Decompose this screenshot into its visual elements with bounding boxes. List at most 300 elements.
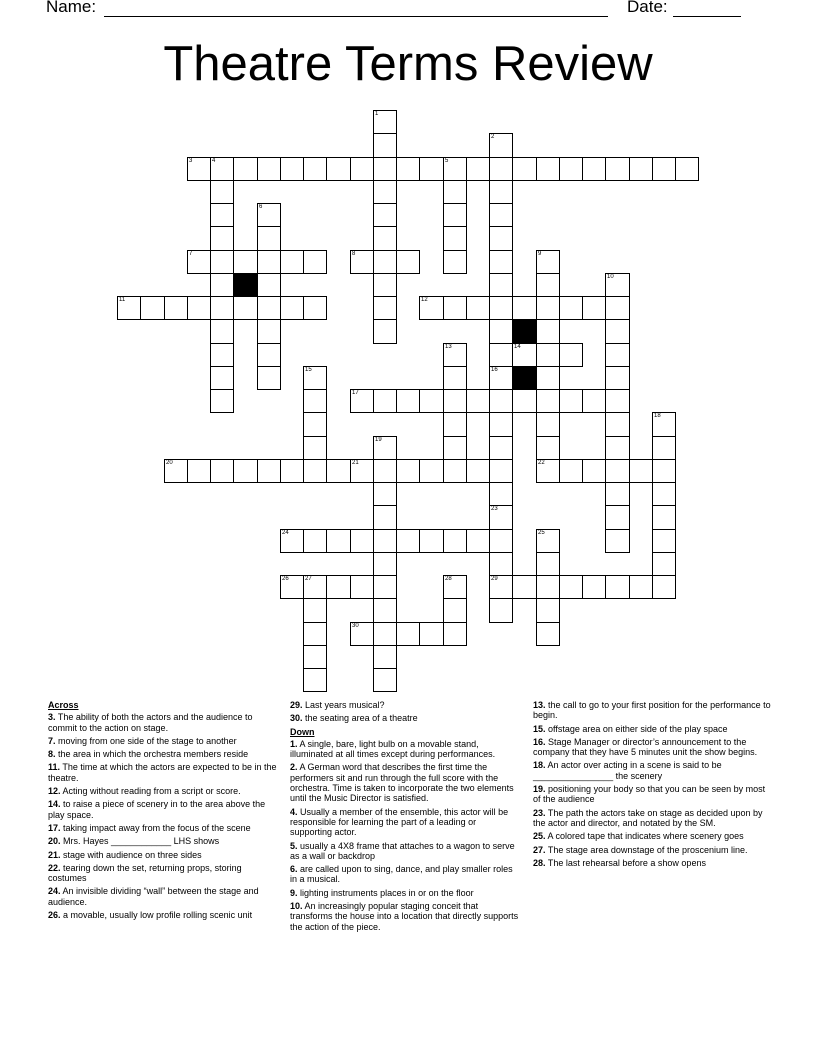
clue-item-text: positioning your body so that you can be seen by most of the audience (533, 784, 766, 805)
grid-cell[interactable] (396, 459, 420, 483)
grid-cell[interactable] (489, 343, 513, 367)
clue-item-number: 28. (533, 857, 546, 868)
grid-cell[interactable] (536, 250, 560, 274)
clue-item-number: 7. (48, 735, 56, 746)
grid-cell[interactable] (257, 296, 281, 320)
grid-cell[interactable] (536, 459, 560, 483)
grid-cell[interactable] (443, 250, 467, 274)
grid-cell[interactable] (373, 250, 397, 274)
grid-cell[interactable] (489, 366, 513, 390)
grid-cell[interactable] (396, 157, 420, 181)
clue-item-number: 27. (533, 844, 546, 855)
grid-cell[interactable] (257, 157, 281, 181)
clue-number: 21 (352, 460, 359, 466)
grid-cell[interactable] (605, 505, 630, 530)
date-label: Date: (627, 0, 668, 16)
grid-cell[interactable] (257, 343, 281, 367)
grid-cell[interactable] (559, 343, 583, 367)
clue-number: 5 (445, 158, 449, 164)
grid-cell[interactable] (443, 157, 467, 181)
grid-cell[interactable] (605, 482, 630, 506)
grid-cell[interactable] (489, 226, 513, 251)
grid-cell[interactable] (396, 389, 420, 413)
clue-item-number: 6. (290, 864, 298, 875)
grid-cell[interactable] (233, 296, 258, 320)
grid-cell[interactable] (233, 250, 258, 274)
clue-item (533, 737, 771, 758)
clue-item (290, 888, 520, 898)
clue-item (48, 863, 278, 884)
clue-number: 16 (491, 367, 498, 373)
grid-cell[interactable] (605, 157, 630, 181)
grid-cell[interactable] (350, 529, 374, 553)
grid-cell[interactable] (373, 133, 397, 158)
grid-cell[interactable] (373, 296, 397, 320)
grid-cell[interactable] (187, 459, 211, 483)
grid-cell[interactable] (373, 459, 397, 483)
clue-item-text: the seating area of a theatre (305, 713, 418, 724)
grid-cell[interactable] (443, 575, 467, 599)
grid-cell[interactable] (303, 645, 327, 669)
grid-cell[interactable] (164, 459, 188, 483)
clue-number: 25 (538, 530, 545, 536)
grid-cell[interactable] (350, 575, 374, 599)
grid-cell[interactable] (489, 575, 513, 599)
grid-cell[interactable] (582, 459, 606, 483)
grid-cell[interactable] (350, 157, 374, 181)
clue-item-text: are called upon to sing, dance, and play smaller roles in a musical. (290, 864, 513, 885)
grid-cell[interactable] (443, 180, 467, 204)
clue-item-text: moving from one side of the stage to another (58, 735, 237, 746)
grid-cell[interactable] (373, 436, 397, 460)
clue-item (290, 700, 520, 710)
clue-item-number: 1. (290, 738, 298, 749)
grid-cell[interactable] (233, 157, 258, 181)
grid-cell[interactable] (187, 296, 211, 320)
clue-item (48, 712, 278, 733)
grid-cell[interactable] (629, 575, 653, 599)
grid-cell[interactable] (489, 482, 513, 506)
clue-item-number: 24. (48, 886, 61, 897)
grid-cell[interactable] (605, 273, 630, 297)
grid-cell[interactable] (233, 459, 258, 483)
grid-cell[interactable] (419, 157, 444, 181)
clues-column-2 (290, 700, 520, 935)
grid-cell[interactable] (512, 343, 537, 367)
clue-number: 6 (259, 204, 263, 210)
grid-cell[interactable] (257, 366, 281, 390)
clue-item-number: 9. (290, 887, 298, 898)
grid-cell[interactable] (373, 668, 397, 692)
grid-cell[interactable] (350, 459, 374, 483)
clue-item (533, 831, 771, 841)
grid-block (233, 273, 258, 297)
clue-item-number: 13. (533, 700, 546, 710)
grid-cell[interactable] (652, 505, 676, 530)
grid-cell[interactable] (536, 436, 560, 460)
clue-item-text: The last rehearsal before a show opens (547, 857, 706, 868)
clue-item-text: offstage area on either side of the play space (548, 723, 728, 734)
clue-item-text: The path the actors take on stage as decided upon by the actor and director, and notated by the SM. (533, 807, 763, 828)
grid-cell[interactable] (210, 296, 234, 320)
grid-cell[interactable] (443, 226, 467, 251)
grid-cell[interactable] (210, 203, 234, 227)
clue-item-text: The time at which the actors are expected to be in the theatre. (48, 762, 277, 783)
grid-cell[interactable] (210, 459, 234, 483)
grid-cell[interactable] (605, 575, 630, 599)
grid-cell[interactable] (373, 110, 397, 134)
grid-cell[interactable] (280, 459, 304, 483)
grid-cell[interactable] (466, 389, 490, 413)
grid-cell[interactable] (140, 296, 165, 320)
clue-item (533, 845, 771, 855)
grid-cell[interactable] (396, 250, 420, 274)
grid-cell[interactable] (536, 157, 560, 181)
clue-number: 19 (375, 437, 382, 443)
clue-item-number: 10. (290, 901, 303, 912)
grid-cell[interactable] (187, 250, 211, 274)
clue-number: 23 (491, 506, 498, 512)
grid-cell[interactable] (303, 250, 327, 274)
grid-cell[interactable] (512, 157, 537, 181)
grid-cell[interactable] (443, 203, 467, 227)
grid-cell[interactable] (605, 529, 630, 553)
grid-cell[interactable] (652, 575, 676, 599)
clue-number: 10 (607, 274, 614, 280)
clue-item (48, 736, 278, 746)
grid-cell[interactable] (605, 319, 630, 344)
grid-cell[interactable] (559, 296, 583, 320)
grid-cell[interactable] (489, 203, 513, 227)
grid-cell[interactable] (419, 529, 444, 553)
clue-number: 4 (212, 158, 216, 164)
grid-cell[interactable] (326, 459, 351, 483)
clue-item-text: the area in which the orchestra members reside (58, 749, 249, 760)
grid-cell[interactable] (373, 319, 397, 344)
grid-cell[interactable] (466, 296, 490, 320)
grid-cell[interactable] (489, 273, 513, 297)
grid-cell[interactable] (419, 622, 444, 646)
grid-cell[interactable] (303, 157, 327, 181)
grid-cell[interactable] (373, 575, 397, 599)
grid-cell[interactable] (350, 389, 374, 413)
clue-item-text: Stage Manager or director’s announcement to the company that they have 5 minutes unit the show begins. (533, 736, 758, 758)
clue-number: 18 (654, 413, 661, 419)
grid-cell[interactable] (210, 319, 234, 344)
clue-item-text: An actor over acting in a scene is said to be ________________ the scenery (533, 760, 722, 781)
clue-item-number: 20. (48, 836, 61, 847)
grid-cell[interactable] (536, 529, 560, 553)
grid-cell[interactable] (652, 529, 676, 553)
grid-cell[interactable] (536, 319, 560, 344)
grid-cell[interactable] (396, 529, 420, 553)
grid-cell[interactable] (443, 598, 467, 623)
grid-cell[interactable] (652, 482, 676, 506)
grid-cell[interactable] (512, 575, 537, 599)
grid-cell[interactable] (373, 598, 397, 623)
across-heading: Across (48, 700, 79, 710)
clue-number: 17 (352, 390, 359, 396)
clue-number: 22 (538, 460, 545, 466)
grid-cell[interactable] (443, 366, 467, 390)
grid-cell[interactable] (419, 296, 444, 320)
clue-item-text: Mrs. Hayes ____________ LHS shows (63, 836, 220, 847)
grid-cell[interactable] (489, 459, 513, 483)
clue-item-number: 18. (533, 760, 546, 771)
grid-cell[interactable] (652, 157, 676, 181)
grid-cell[interactable] (466, 529, 490, 553)
grid-cell[interactable] (257, 203, 281, 227)
clue-item-number: 11. (48, 762, 61, 773)
clue-number: 1 (375, 111, 379, 117)
clue-item-text: lighting instruments places in or on the floor (300, 887, 474, 898)
clue-number: 20 (166, 460, 173, 466)
grid-cell[interactable] (629, 459, 653, 483)
grid-cell[interactable] (652, 436, 676, 460)
clue-item-number: 3. (48, 712, 56, 723)
clue-item (533, 724, 771, 734)
grid-cell[interactable] (605, 412, 630, 437)
grid-cell[interactable] (443, 529, 467, 553)
grid-cell[interactable] (605, 366, 630, 390)
grid-cell[interactable] (536, 343, 560, 367)
clue-item (48, 762, 278, 783)
grid-cell[interactable] (257, 273, 281, 297)
grid-cell[interactable] (489, 552, 513, 576)
grid-cell[interactable] (373, 389, 397, 413)
clue-number: 27 (305, 576, 312, 582)
clue-item-number: 19. (533, 784, 546, 795)
clue-item-number: 17. (48, 822, 61, 833)
grid-cell[interactable] (675, 157, 699, 181)
grid-cell[interactable] (489, 505, 513, 530)
grid-cell[interactable] (210, 250, 234, 274)
grid-cell[interactable] (373, 505, 397, 530)
grid-cell[interactable] (489, 389, 513, 413)
grid-cell[interactable] (210, 389, 234, 413)
grid-cell[interactable] (559, 157, 583, 181)
grid-cell[interactable] (536, 389, 560, 413)
grid-cell[interactable] (257, 226, 281, 251)
grid-cell[interactable] (373, 482, 397, 506)
grid-cell[interactable] (257, 459, 281, 483)
clue-number: 3 (189, 158, 193, 164)
clue-item-number: 23. (533, 807, 546, 818)
grid-cell[interactable] (443, 436, 467, 460)
grid-cell[interactable] (489, 250, 513, 274)
grid-cell[interactable] (629, 157, 653, 181)
grid-cell[interactable] (373, 529, 397, 553)
grid-cell[interactable] (303, 389, 327, 413)
grid-cell[interactable] (373, 622, 397, 646)
clue-item-text: A single, bare, light bulb on a movable stand, illuminated at all times except during performances. (290, 738, 496, 760)
clue-item-text: Last years musical? (305, 700, 385, 710)
clue-item-number: 16. (533, 736, 546, 747)
grid-cell[interactable] (326, 529, 351, 553)
grid-cell[interactable] (582, 157, 606, 181)
grid-cell[interactable] (373, 645, 397, 669)
clue-item (48, 850, 278, 860)
grid-cell[interactable] (489, 296, 513, 320)
grid-cell[interactable] (489, 319, 513, 344)
clue-item (48, 836, 278, 846)
grid-cell[interactable] (210, 180, 234, 204)
clue-item-text: a movable, usually low profile rolling scenic unit (63, 910, 253, 921)
grid-cell[interactable] (605, 389, 630, 413)
clue-item (533, 700, 771, 721)
grid-cell[interactable] (303, 529, 327, 553)
grid-cell[interactable] (210, 157, 234, 181)
clue-item-text: to raise a piece of scenery in to the area above the play space. (48, 799, 266, 820)
clue-item-number: 4. (290, 806, 298, 817)
grid-cell[interactable] (652, 459, 676, 483)
clue-item-number: 8. (48, 749, 56, 760)
clue-item (48, 799, 278, 820)
grid-cell[interactable] (582, 296, 606, 320)
grid-cell[interactable] (373, 203, 397, 227)
grid-cell[interactable] (373, 180, 397, 204)
grid-cell[interactable] (605, 343, 630, 367)
clue-item (290, 739, 520, 760)
clue-number: 9 (538, 251, 542, 257)
grid-cell[interactable] (396, 622, 420, 646)
grid-cell[interactable] (303, 296, 327, 320)
grid-cell[interactable] (419, 389, 444, 413)
grid-cell[interactable] (303, 436, 327, 460)
clue-item (48, 886, 278, 907)
grid-cell[interactable] (489, 598, 513, 623)
grid-cell[interactable] (443, 343, 467, 367)
clue-item-number: 22. (48, 862, 61, 873)
grid-cell[interactable] (164, 296, 188, 320)
grid-cell[interactable] (536, 296, 560, 320)
clue-item-text: The ability of both the actors and the audience to commit to the action on stage. (48, 712, 253, 733)
clue-item-text: Usually a member of the ensemble, this actor will be responsible for learning the part of a leading or supporting actor. (290, 806, 509, 838)
grid-cell[interactable] (303, 459, 327, 483)
grid-cell[interactable] (443, 459, 467, 483)
grid-cell[interactable] (559, 575, 583, 599)
clue-item-number: 21. (48, 849, 61, 860)
grid-cell[interactable] (210, 273, 234, 297)
grid-cell[interactable] (373, 157, 397, 181)
grid-cell[interactable] (117, 296, 141, 320)
grid-cell[interactable] (187, 157, 211, 181)
grid-cell[interactable] (489, 157, 513, 181)
grid-cell[interactable] (303, 412, 327, 437)
grid-cell[interactable] (605, 296, 630, 320)
clue-item-text: Acting without reading from a script or score. (62, 786, 241, 797)
grid-cell[interactable] (280, 296, 304, 320)
grid-cell[interactable] (419, 459, 444, 483)
grid-cell[interactable] (536, 598, 560, 623)
grid-cell[interactable] (326, 575, 351, 599)
clue-item (290, 901, 520, 932)
clue-item (48, 910, 278, 920)
clue-item-number: 5. (290, 840, 298, 851)
grid-cell[interactable] (280, 575, 304, 599)
grid-cell[interactable] (350, 250, 374, 274)
grid-cell[interactable] (512, 389, 537, 413)
clue-item (48, 749, 278, 759)
grid-cell[interactable] (303, 622, 327, 646)
clue-item-number: 14. (48, 799, 61, 810)
name-label: Name: (46, 0, 97, 16)
grid-cell[interactable] (559, 459, 583, 483)
clue-number: 7 (189, 251, 193, 257)
grid-cell[interactable] (443, 412, 467, 437)
grid-cell[interactable] (210, 343, 234, 367)
grid-cell[interactable] (536, 575, 560, 599)
clue-item (290, 864, 520, 885)
grid-cell[interactable] (559, 389, 583, 413)
clue-item-text: An increasingly popular staging conceit that transforms the house into a location that directly supports the action of the piece. (290, 901, 519, 932)
grid-cell[interactable] (443, 389, 467, 413)
clue-number: 28 (445, 576, 452, 582)
grid-cell[interactable] (373, 552, 397, 576)
grid-cell[interactable] (443, 296, 467, 320)
grid-cell[interactable] (512, 296, 537, 320)
grid-cell[interactable] (466, 459, 490, 483)
grid-cell[interactable] (373, 273, 397, 297)
grid-cell[interactable] (536, 412, 560, 437)
grid-cell[interactable] (652, 552, 676, 576)
grid-cell[interactable] (489, 133, 513, 158)
clue-number: 13 (445, 344, 452, 350)
grid-cell[interactable] (280, 250, 304, 274)
grid-cell[interactable] (303, 575, 327, 599)
grid-cell[interactable] (536, 273, 560, 297)
grid-cell[interactable] (605, 436, 630, 460)
grid-cell[interactable] (326, 157, 351, 181)
clue-number: 14 (514, 344, 521, 350)
grid-cell[interactable] (210, 366, 234, 390)
grid-cell[interactable] (303, 668, 327, 692)
grid-cell[interactable] (582, 575, 606, 599)
grid-cell[interactable] (605, 459, 630, 483)
grid-cell[interactable] (582, 389, 606, 413)
clue-item-number: 26. (48, 910, 61, 921)
clue-item (290, 713, 520, 723)
grid-cell[interactable] (257, 250, 281, 274)
grid-cell[interactable] (303, 598, 327, 623)
clue-item (290, 807, 520, 838)
grid-cell[interactable] (257, 319, 281, 344)
grid-cell[interactable] (210, 226, 234, 251)
grid-cell[interactable] (536, 622, 560, 646)
grid-cell[interactable] (536, 366, 560, 390)
grid-cell[interactable] (303, 366, 327, 390)
clue-item (533, 784, 771, 805)
grid-cell[interactable] (536, 552, 560, 576)
clue-item-number: 29. (290, 700, 303, 710)
grid-cell[interactable] (489, 180, 513, 204)
grid-cell[interactable] (280, 157, 304, 181)
grid-cell[interactable] (489, 529, 513, 553)
grid-cell[interactable] (350, 622, 374, 646)
grid-cell[interactable] (466, 157, 490, 181)
grid-cell[interactable] (652, 412, 676, 437)
clue-item-number: 2. (290, 762, 298, 773)
grid-cell[interactable] (443, 622, 467, 646)
grid-cell[interactable] (373, 226, 397, 251)
clue-item (533, 808, 771, 829)
grid-cell[interactable] (489, 436, 513, 460)
clue-item-text: tearing down the set, returning props, storing costumes (48, 862, 242, 884)
grid-cell[interactable] (489, 412, 513, 437)
clue-item (48, 823, 278, 833)
clue-item-text: usually a 4X8 frame that attaches to a wagon to serve as a wall or backdrop (290, 840, 515, 861)
grid-cell[interactable] (280, 529, 304, 553)
